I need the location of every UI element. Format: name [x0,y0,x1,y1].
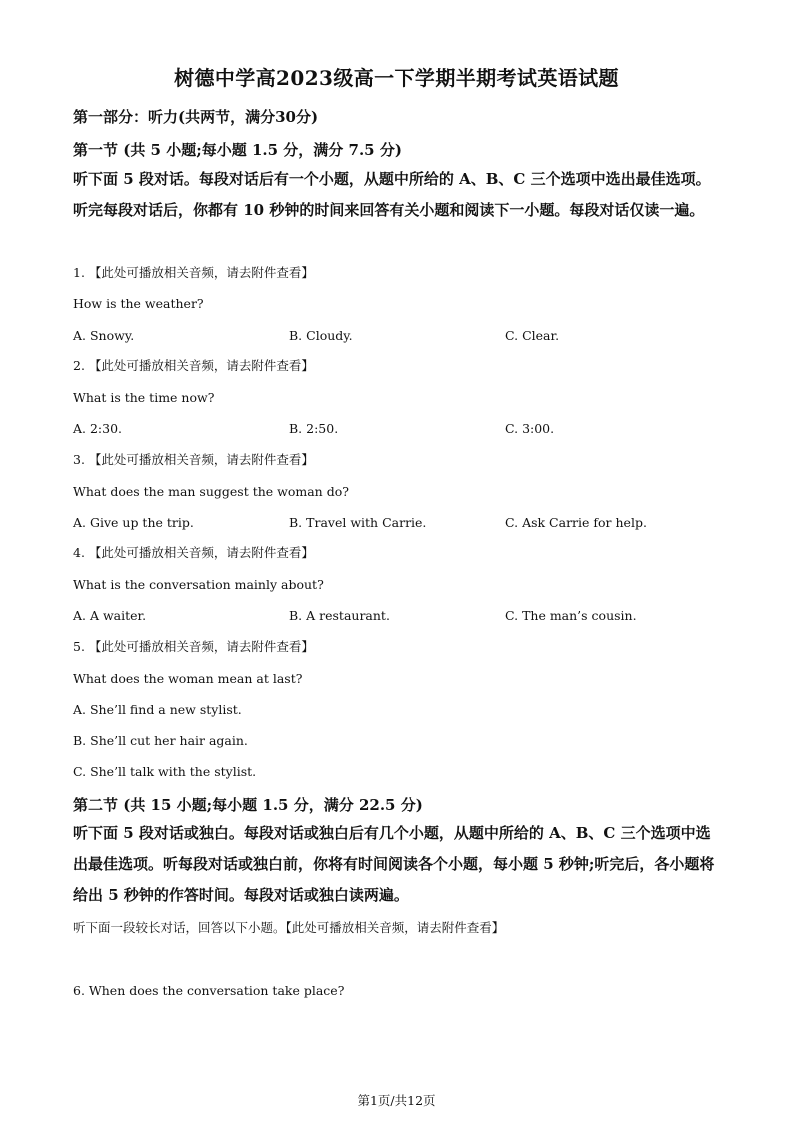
question-2-options [73,421,723,439]
question-5-option-b: B. She’ll cut her hair again. [73,733,248,748]
question-3-option-a: A. Give up the trip. [73,515,194,530]
question-5-audio: 5. 【此处可播放相关音频，请去附件查看】 [73,639,314,654]
section1-instructions: 听下面 5 段对话。每段对话后有一个小题，从题中所给的 A、B、C 三个选项中选出最佳选项。听完每段对话后，你都有 10 秒钟的时间来回答有关小题和阅读下一小题。每段对话仅读一遍。 [73,170,711,219]
question-3-option-b: B. Travel with Carrie. [289,515,427,530]
section2-listen-prompt: 听下面一段较长对话，回答以下小题。【此处可播放相关音频，请去附件查看】 [73,920,505,935]
section2-instructions: 听下面 5 段对话或独白。每段对话或独白后有几个小题，从题中所给的 A、B、C 三个选项中选出最佳选项。听每段对话或独白前，你将有时间阅读各个小题，每小题 5 秒钟;听完后，各小题将给出 5 秒钟的作答时间。每段对话或独白读两遍。 [73,824,715,904]
question-4-text: What is the conversation mainly about? [73,577,324,592]
question-1-option-b: B. Cloudy. [289,328,353,343]
question-6-text: 6. When does the conversation take place? [73,983,345,998]
question-2-audio: 2. 【此处可播放相关音频，请去附件查看】 [73,358,314,373]
question-2-option-b: B. 2:50. [289,421,339,436]
question-3-option-c: C. Ask Carrie for help. [505,515,647,530]
page-footer: 第1页/共12页 [357,1093,436,1108]
question-2-option-c: C. 3:00. [505,421,555,436]
question-4-option-c: C. The man’s cousin. [505,608,637,623]
question-4-audio: 4. 【此处可播放相关音频，请去附件查看】 [73,545,314,560]
question-3-options [73,515,723,533]
question-1-option-c: C. Clear. [505,328,560,343]
question-4-options [73,608,723,626]
question-4-option-a: A. A waiter. [73,608,147,623]
question-1-audio: 1. 【此处可播放相关音频，请去附件查看】 [73,265,314,280]
exam-title: 树德中学高2023级高一下学期半期考试英语试题 [174,66,619,90]
question-1-text: How is the weather? [73,296,204,311]
question-5-option-c: C. She’ll talk with the stylist. [73,764,257,779]
question-2-text: What is the time now? [73,390,215,405]
question-3-audio: 3. 【此处可播放相关音频，请去附件查看】 [73,452,314,467]
question-5-option-a: A. She’ll find a new stylist. [73,702,242,717]
question-5-text: What does the woman mean at last? [73,671,303,686]
section1-heading: 第一节 (共 5 小题;每小题 1.5 分，满分 7.5 分) [73,141,402,159]
question-3-text: What does the man suggest the woman do? [73,484,349,499]
part1-heading: 第一部分：听力(共两节，满分30分) [73,108,319,126]
question-4-option-b: B. A restaurant. [289,608,390,623]
question-1-option-a: A. Snowy. [73,328,135,343]
section2-heading: 第二节 (共 15 小题;每小题 1.5 分，满分 22.5 分) [73,796,423,814]
question-2-option-a: A. 2:30. [73,421,123,436]
question-1-options [73,328,723,346]
